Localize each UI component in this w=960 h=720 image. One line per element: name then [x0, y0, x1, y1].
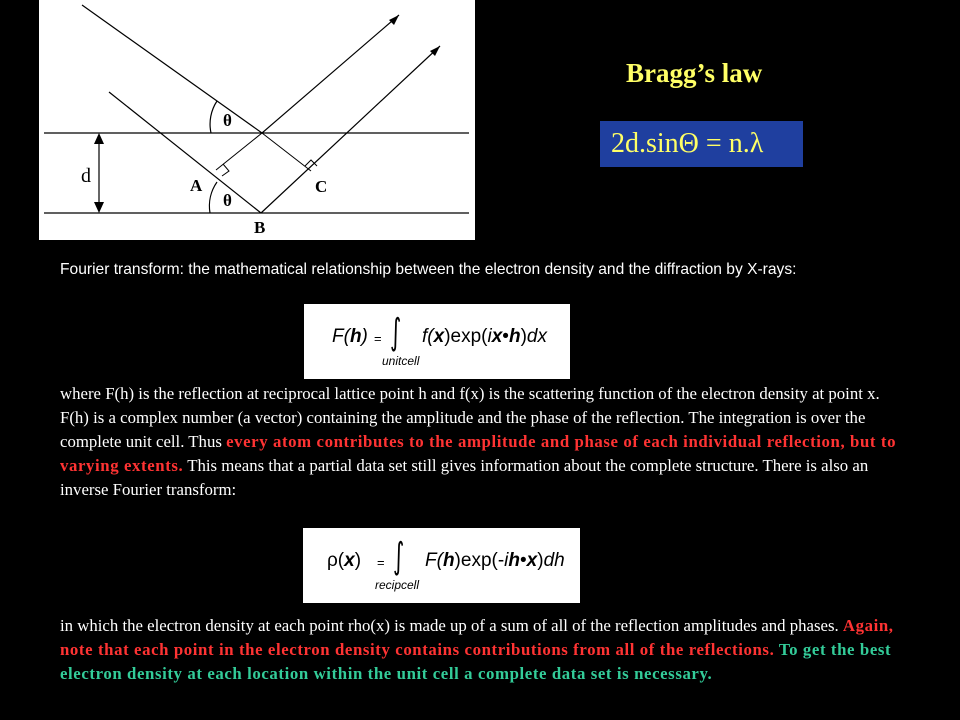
theta-label-bottom: θ [223, 191, 232, 210]
explanation-paragraph [60, 382, 910, 502]
reflected-ray-top [262, 15, 399, 133]
bragg-diagram-svg [39, 0, 475, 240]
formula2-lhs: ρ(x) [327, 550, 362, 571]
point-a-label: A [190, 176, 203, 195]
explanation-text-1: where F(h) is the reflection at reciprocal lattice point h and f(x) is the scattering function of the electron density at point x. F(h) is a complex number (a vector) containing the amplitude and the phase of the reflection. The integration is over the complete unit cell. Thus [60, 384, 880, 451]
explanation-text-2: This means that a partial data set still gives information about the complete structure. There is also an inverse Fourier transform: [60, 456, 869, 499]
right-angle-a [222, 164, 229, 176]
formula2-subscript: recipcell [375, 578, 420, 592]
incident-ray-top [82, 5, 262, 133]
arrowhead-top [389, 15, 399, 25]
theta-arc-bottom [209, 182, 217, 213]
point-b-label: B [254, 218, 266, 237]
formula1-equals: = [374, 331, 382, 346]
theta-arc-top [210, 101, 217, 133]
d-label: d [81, 165, 91, 187]
conclusion-text: in which the electron density at each point rho(x) is made up of a sum of all of the reflection amplitudes and phases. [60, 616, 843, 635]
conclusion-emphasis-green: To get the best electron density at each location within the unit cell a complete data set is necessary. [60, 640, 892, 683]
formula2-integral: ∫ [393, 536, 405, 577]
intro-paragraph: Fourier transform: the mathematical relationship between the electron density and the diffraction by X-rays: [60, 261, 797, 278]
reflected-ray-bottom [261, 46, 440, 213]
d-arrow-down [94, 202, 104, 213]
d-arrow-up [94, 133, 104, 144]
formula2-equals: = [377, 555, 385, 570]
formula2-rhs: F(h)exp(-ih•x)dh [425, 550, 565, 571]
page-title: Bragg’s law [626, 58, 763, 88]
conclusion-paragraph [60, 614, 910, 686]
formula1-lhs: F(h) [332, 326, 368, 347]
perpendicular-c [262, 133, 311, 171]
point-c-label: C [315, 177, 328, 196]
fourier-transform-formula [304, 304, 570, 379]
theta-label-top: θ [223, 111, 232, 130]
conclusion-emphasis-red: Again, note that each point in the electron density contains contributions from all of the reflections. [60, 616, 894, 659]
bragg-equation: 2d.sinΘ = n.λ [600, 121, 803, 167]
inverse-fourier-formula [303, 528, 580, 603]
formula1-rhs: f(x)exp(ix•h)dx [422, 326, 547, 347]
explanation-emphasis: every atom contributes to the amplitude and phase of each individual reflection, but to varying extents. [60, 432, 897, 475]
bragg-diagram [39, 0, 475, 240]
formula1-integral: ∫ [390, 312, 402, 353]
formula1-subscript: unitcell [382, 354, 420, 368]
